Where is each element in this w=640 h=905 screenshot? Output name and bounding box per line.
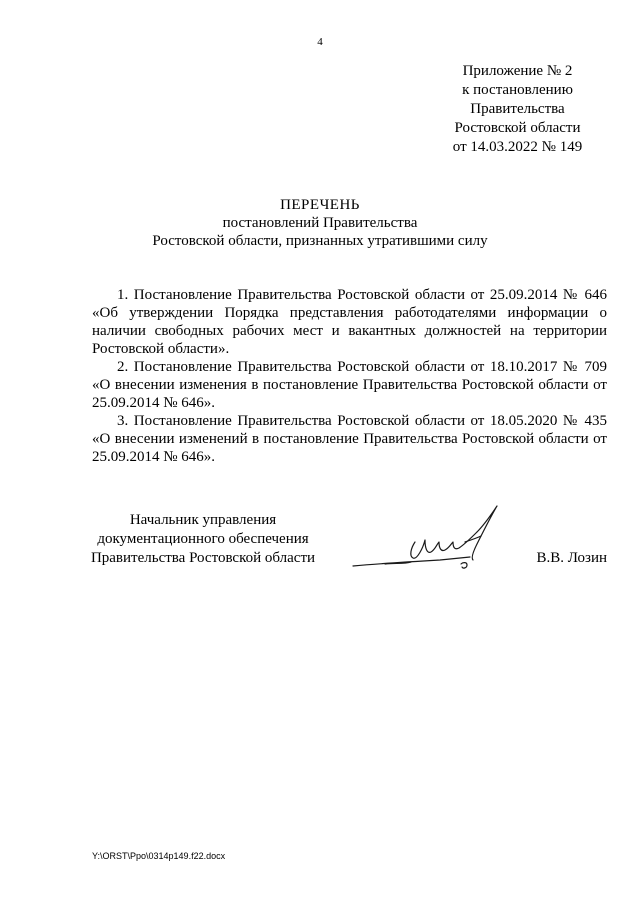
appendix-line: от 14.03.2022 № 149 xyxy=(452,139,583,155)
signer-line: Начальник управления xyxy=(129,512,277,528)
signer-name: В.В. Лозин xyxy=(536,550,607,566)
appendix-line: Приложение № 2 xyxy=(462,63,573,79)
appendix-line: Правительства xyxy=(470,101,565,117)
title-line: постановлений Правительства xyxy=(222,215,418,231)
signer-line: документационного обеспечения xyxy=(97,531,309,547)
list-item: 1. Постановление Правительства Ростовской области от 25.09.2014 № 646 «Об утверждении Порядка представления работодателями информации о наличии свободных рабочих мест и вакантных должностей на территории Ростовской области». xyxy=(92,287,607,357)
page-number: 4 xyxy=(317,36,323,48)
appendix-header xyxy=(430,62,605,157)
title-heading: ПЕРЕЧЕНЬ xyxy=(280,197,360,213)
list-item: 3. Постановление Правительства Ростовской области от 18.05.2020 № 435 «О внесении изменений в постановление Правительства Ростовской области от 25.09.2014 № 646». xyxy=(92,413,607,465)
item-list xyxy=(92,286,607,466)
file-path: Y:\ORST\Ppo\0314p149.f22.docx xyxy=(92,851,226,861)
appendix-line: Ростовской области xyxy=(454,120,581,136)
list-item: 2. Постановление Правительства Ростовской области от 18.10.2017 № 709 «О внесении изменения в постановление Правительства Ростовской области от 25.09.2014 № 646». xyxy=(92,359,607,411)
title-line: Ростовской области, признанных утратившими силу xyxy=(152,233,488,249)
signer-position xyxy=(88,511,318,568)
appendix-line: к постановлению xyxy=(462,82,573,98)
signer-line: Правительства Ростовской области xyxy=(90,550,316,566)
document-title xyxy=(0,196,640,250)
